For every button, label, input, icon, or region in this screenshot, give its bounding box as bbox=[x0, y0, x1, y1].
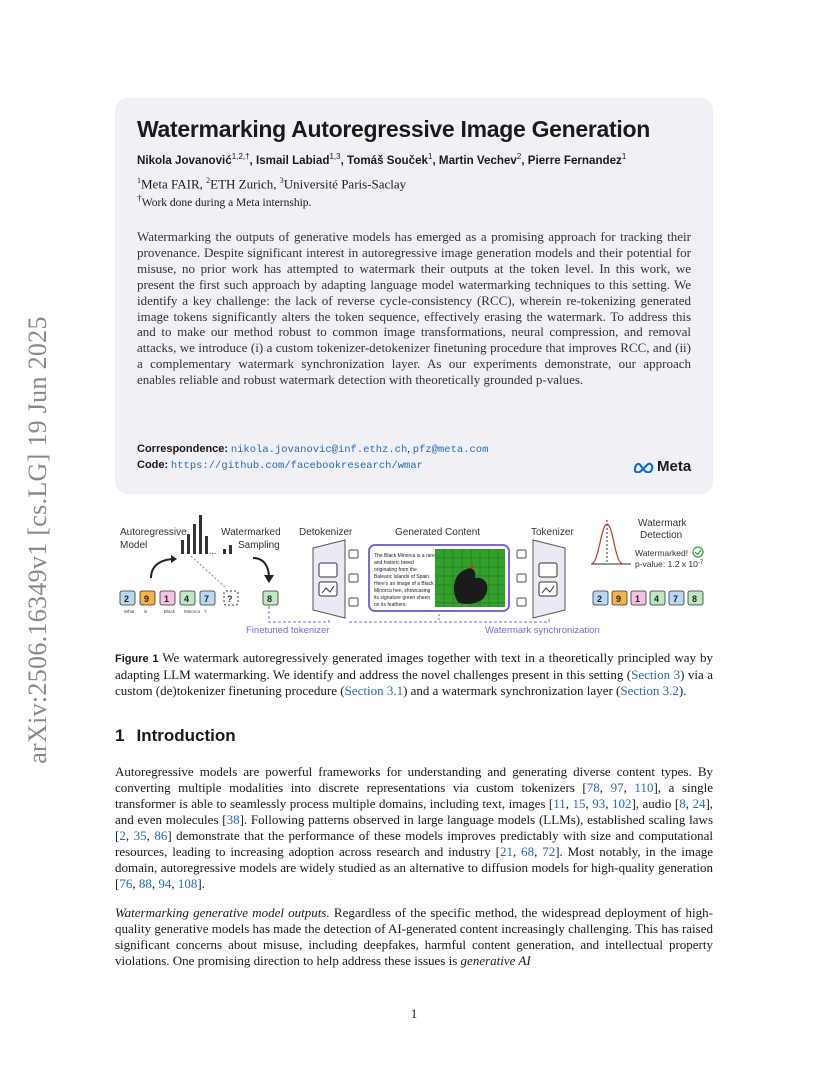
arxiv-identifier: arXiv:2506.16349v1 [cs.LG] 19 Jun 2025 bbox=[23, 316, 52, 764]
sync-label: Watermark synchronization bbox=[485, 625, 600, 636]
citation-link[interactable]: 110 bbox=[634, 780, 654, 795]
citation-link[interactable]: 24 bbox=[692, 796, 706, 811]
meta-logo: Meta bbox=[633, 458, 691, 475]
affiliations: $^1$Meta FAIR, $^2$ETH Zurich, $^3$Université Paris-Saclay bbox=[137, 176, 407, 192]
author-name: Ismail Labiad$^{1,3}$ bbox=[255, 152, 341, 167]
citation-link[interactable]: 21 bbox=[499, 844, 513, 859]
image-chip-icon bbox=[349, 574, 358, 582]
detok-text-icon bbox=[319, 563, 337, 577]
output-token-label: 7 bbox=[673, 594, 679, 604]
citation-link[interactable]: 78 bbox=[586, 780, 600, 795]
input-token-label: 2 bbox=[124, 594, 130, 604]
generated-text-line: and historic breed bbox=[374, 560, 414, 566]
token-word: is bbox=[144, 609, 148, 614]
section-3-1-link[interactable]: Section 3.1 bbox=[344, 683, 404, 698]
unknown-token-label: ? bbox=[227, 594, 233, 604]
sync-connector bbox=[349, 618, 549, 622]
wm-sampling-label-2: Sampling bbox=[238, 540, 280, 551]
arrow-head-2 bbox=[264, 575, 274, 583]
citation-link[interactable]: 15 bbox=[572, 796, 586, 811]
meta-infinity-icon bbox=[633, 461, 655, 473]
detokenizer-label: Detokenizer bbox=[299, 527, 353, 538]
citation-link[interactable]: 2 bbox=[119, 828, 126, 843]
generated-text-line: Here's an image of a Black bbox=[374, 581, 434, 587]
wm-sampling-label-1: Watermarked bbox=[221, 527, 281, 538]
ar-model-label-2: Model bbox=[120, 540, 148, 551]
author-name: Martin Vechev$^2$ bbox=[438, 152, 522, 167]
code-label: Code: bbox=[137, 459, 169, 471]
correspondence-label: Correspondence: bbox=[137, 443, 229, 455]
tokenizer-label: Tokenizer bbox=[531, 527, 574, 538]
author-name: Nikola Jovanović$^{1,2,\dagger}$ bbox=[137, 152, 250, 167]
generated-text-line: Balearic Islands of Spain. bbox=[374, 574, 431, 580]
check-circle-icon bbox=[693, 547, 703, 557]
author-name: Tomáš Souček$^1$ bbox=[347, 152, 433, 167]
section-3-link[interactable]: Section 3 bbox=[631, 667, 681, 682]
generated-text-line: Minorca hen, showcasing bbox=[374, 588, 431, 594]
wm-detection-label-1: Watermark bbox=[638, 518, 687, 529]
citation-link[interactable]: 11 bbox=[553, 796, 566, 811]
finetuned-tokenizer-label: Finetuned tokenizer bbox=[246, 625, 330, 636]
figure-caption: Figure 1 We watermark autoregressively generated images together with text in a theoretically principled way by adapting LLM watermarking. We identify and address the novel challenges present in this setting (Section 3) via a custom (de)tokenizer finetuning procedure (Section 3.1) and a watermark synchronization layer (Section 3.2). bbox=[115, 650, 713, 698]
caption-label: Figure 1 bbox=[115, 653, 159, 665]
token-word: ? bbox=[204, 609, 207, 614]
ar-model-label-1: Autoregressive bbox=[120, 527, 187, 538]
citation-link[interactable]: 93 bbox=[592, 796, 606, 811]
image-chip-icon-2 bbox=[349, 598, 358, 606]
output-token-label: 4 bbox=[654, 594, 660, 604]
histogram-ellipsis: ... bbox=[209, 546, 217, 556]
code-url-link[interactable]: https://github.com/facebookresearch/wmar bbox=[170, 460, 423, 472]
output-token-label: 8 bbox=[692, 594, 698, 604]
output-token-label: 2 bbox=[597, 594, 603, 604]
tokenizer-block bbox=[533, 540, 565, 618]
page-number: 1 bbox=[410, 1006, 418, 1021]
figure-1 bbox=[113, 512, 715, 640]
pvalue-label: p-value: 1.2 x $10^{-7}$ bbox=[635, 559, 704, 569]
sync-image-chip-2 bbox=[517, 598, 526, 606]
input-tokens bbox=[120, 591, 215, 614]
detok-image-icon bbox=[319, 582, 337, 596]
generated-text-line: The Black Minorca is a rare bbox=[374, 553, 435, 559]
generated-text-line: its signature green sheen bbox=[374, 595, 431, 601]
citation-link[interactable]: 8 bbox=[679, 796, 686, 811]
section-3-2-link[interactable]: Section 3.2 bbox=[620, 683, 679, 698]
paper-title: Watermarking Autoregressive Image Generation bbox=[137, 116, 650, 142]
generated-text-line: on its feathers: bbox=[374, 602, 407, 608]
citation-link[interactable]: 108 bbox=[177, 876, 198, 891]
sync-text-chip bbox=[517, 550, 526, 558]
input-token-label: 7 bbox=[204, 594, 210, 604]
input-token-label: 9 bbox=[144, 594, 150, 604]
watermarked-label: Watermarked! bbox=[635, 548, 689, 558]
citation-link[interactable]: 35 bbox=[133, 828, 147, 843]
citation-link[interactable]: 88 bbox=[138, 876, 152, 891]
tok-image-icon bbox=[539, 582, 557, 596]
output-token-label: 9 bbox=[616, 594, 622, 604]
token-word: Minorca bbox=[184, 609, 201, 614]
input-token-label: 1 bbox=[164, 594, 170, 604]
generated-content-label: Generated Content bbox=[395, 527, 481, 538]
text-chip-icon bbox=[349, 550, 358, 558]
citation-link[interactable]: 38 bbox=[226, 812, 240, 827]
paragraph-lead: Watermarking generative model outputs. bbox=[115, 905, 330, 920]
citation-link[interactable]: 102 bbox=[611, 796, 632, 811]
intro-paragraph-2: Watermarking generative model outputs. Regardless of the specific method, the widespread deployment of high-quality generative models has made the detection of AI-generated content increasingly challenging. This has raised significant concerns about misuse, including deepfakes, harmful content generation, and intellectual property violations. One promising direction to help address these issues is generative AI bbox=[115, 905, 713, 968]
author-list: Nikola Jovanović$^{1,2,\dagger}$, Ismail Labiad$^{1,3}$, Tomáš Souček$^1$, Martin Vechev$^2$, Pierre Fernandez$^1$ bbox=[137, 152, 627, 167]
dotted-line bbox=[191, 556, 226, 588]
citation-link[interactable]: 68 bbox=[521, 844, 535, 859]
wm-detection-label-2: Detection bbox=[640, 530, 683, 541]
sync-image-chip bbox=[517, 574, 526, 582]
citation-link[interactable]: 94 bbox=[158, 876, 172, 891]
output-token-label: 1 bbox=[635, 594, 641, 604]
tok-text-icon bbox=[539, 563, 557, 577]
author-name: Pierre Fernandez$^1$ bbox=[527, 152, 627, 167]
output-tokens bbox=[593, 591, 703, 605]
token-word: Black bbox=[164, 609, 176, 614]
section-heading: 1 Introduction bbox=[115, 726, 236, 745]
footnote: †Work done during a Meta internship. bbox=[137, 193, 312, 209]
citation-link[interactable]: 72 bbox=[542, 844, 556, 859]
code-line bbox=[137, 459, 423, 472]
sampled-token-label: 8 bbox=[267, 594, 273, 604]
intro-paragraph-1: Autoregressive models are powerful frameworks for understanding and generating diverse content types. By converting multiple modalities into discrete representations via custom tokenizers [78, 97, 110], a single transformer is able to seamlessly process multiple domains, including text, images [11, 15, 93, 102], audio [8, 24], and even molecules [38]. Following patterns observed in large language models (LLMs), established scaling laws [2, 35, 86] demonstrate that the performance of these models improves predictably with size and computational resources, leading to increasing adoption across research and industry [21, 68, 72]. Most notably, in the image domain, autoregressive models are widely studied as an alternative to diffusion models for high-quality generation [76, 88, 94, 108]. bbox=[115, 764, 714, 891]
detokenizer-block bbox=[313, 540, 345, 618]
email-link-1[interactable]: nikola.jovanovic@inf.ethz.ch bbox=[230, 444, 408, 456]
check-mark bbox=[695, 550, 701, 555]
token-word: What bbox=[124, 609, 135, 614]
citation-link[interactable]: 97 bbox=[610, 780, 624, 795]
input-token-label: 4 bbox=[184, 594, 190, 604]
email-link-2[interactable]: pfz@meta.com bbox=[412, 444, 489, 456]
abstract: Watermarking the outputs of generative models has emerged as a promising approach for tracking their provenance. Despite significant interest in autoregressive image generation models and their potential for misuse, no prior work has attempted to watermark their outputs at the token level. In this work, we present the first such approach by adapting language model watermarking techniques to this setting. We identify a key challenge: the lack of reverse cycle-consistency (RCC), wherein re-tokenizing generated image tokens significantly alters the token sequence, effectively erasing the watermark. To address this and to make our method robust to common image transformations, neural compression, and removal attacks, we introduce (i) a custom tokenizer-detokenizer finetuning procedure that improves RCC, and (ii) a complementary watermark synchronization layer. As our experiments demonstrate, our approach enables reliable and robust watermark detection with theoretically grounded p-values. bbox=[137, 229, 691, 388]
citation-link[interactable]: 76 bbox=[119, 876, 133, 891]
arrow-head bbox=[171, 555, 177, 563]
generated-text-line: originating from the bbox=[374, 567, 417, 573]
correspondence: Correspondence: nikola.jovanovic@inf.ethz.ch, pfz@meta.com bbox=[137, 443, 489, 456]
citation-link[interactable]: 86 bbox=[154, 828, 168, 843]
